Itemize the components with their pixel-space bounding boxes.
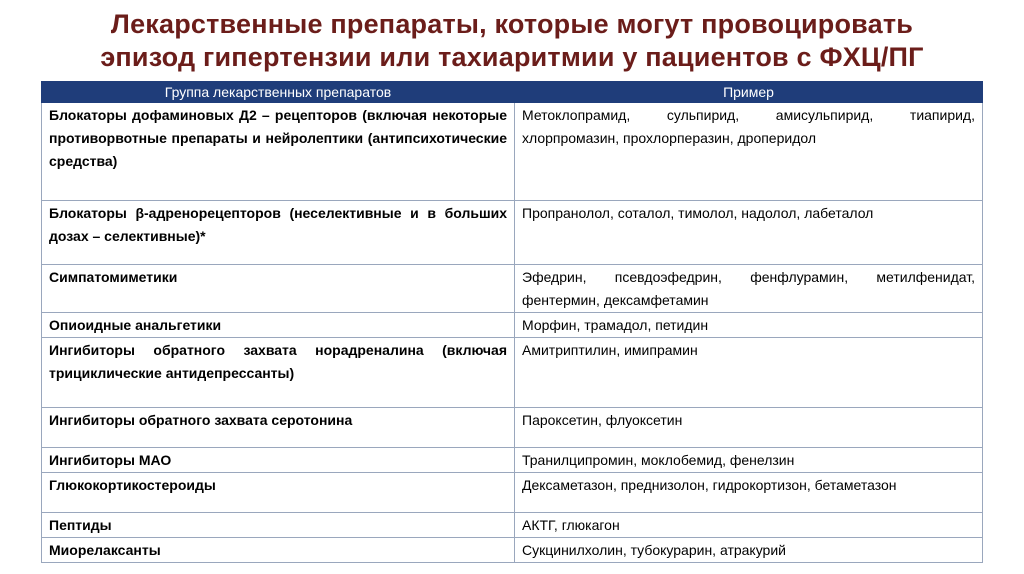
slide-title-line-2: эпизод гипертензии или тахиаритмии у пациентов с ФХЦ/ПГ — [100, 42, 924, 72]
slide-title — [0, 8, 1024, 74]
example-cell: Сукцинилхолин, тубокурарин, атракурий — [515, 538, 983, 563]
group-cell: Ингибиторы МАО — [42, 448, 515, 473]
group-cell: Опиоидные анальгетики — [42, 313, 515, 338]
table-row — [42, 408, 983, 448]
example-cell: Дексаметазон, преднизолон, гидрокортизон, бетаметазон — [515, 473, 983, 513]
group-cell: Симпатомиметики — [42, 265, 515, 313]
group-cell: Глюкокортикостероиды — [42, 473, 515, 513]
table-row — [42, 448, 983, 473]
example-cell: Транилципромин, моклобемид, фенелзин — [515, 448, 983, 473]
example-cell: Пропранолол, соталол, тимолол, надолол, лабеталол — [515, 201, 983, 265]
table-row — [42, 473, 983, 513]
group-cell: Ингибиторы обратного захвата норадреналина (включая трициклические антидепрессанты) — [42, 338, 515, 408]
group-cell: Блокаторы β-адренорецепторов (неселективные и в больших дозах – селективные)* — [42, 201, 515, 265]
example-cell: Пароксетин, флуоксетин — [515, 408, 983, 448]
drug-table — [41, 81, 983, 563]
table-row — [42, 201, 983, 265]
group-cell: Пептиды — [42, 513, 515, 538]
group-cell: Ингибиторы обратного захвата серотонина — [42, 408, 515, 448]
table-row — [42, 103, 983, 201]
example-cell: АКТГ, глюкагон — [515, 513, 983, 538]
table-row — [42, 313, 983, 338]
table-row — [42, 338, 983, 408]
example-cell: Эфедрин, псевдоэфедрин, фенфлурамин, метилфенидат, фентермин, дексамфетамин — [515, 265, 983, 313]
header-group: Группа лекарственных препаратов — [42, 82, 515, 103]
example-cell: Метоклопрамид, сульпирид, амисульпирид, тиапирид, хлорпромазин, прохлорперазин, дроперидол — [515, 103, 983, 201]
header-example: Пример — [515, 82, 983, 103]
table-header-row — [42, 82, 983, 103]
group-cell: Миорелаксанты — [42, 538, 515, 563]
example-cell: Морфин, трамадол, петидин — [515, 313, 983, 338]
table-row — [42, 538, 983, 563]
table-row — [42, 265, 983, 313]
table-row — [42, 513, 983, 538]
example-cell: Амитриптилин, имипрамин — [515, 338, 983, 408]
group-cell: Блокаторы дофаминовых Д2 – рецепторов (включая некоторые противорвотные препараты и нейролептики (антипсихотические средства) — [42, 103, 515, 201]
slide-title-line-1: Лекарственные препараты, которые могут провоцировать — [110, 9, 914, 39]
